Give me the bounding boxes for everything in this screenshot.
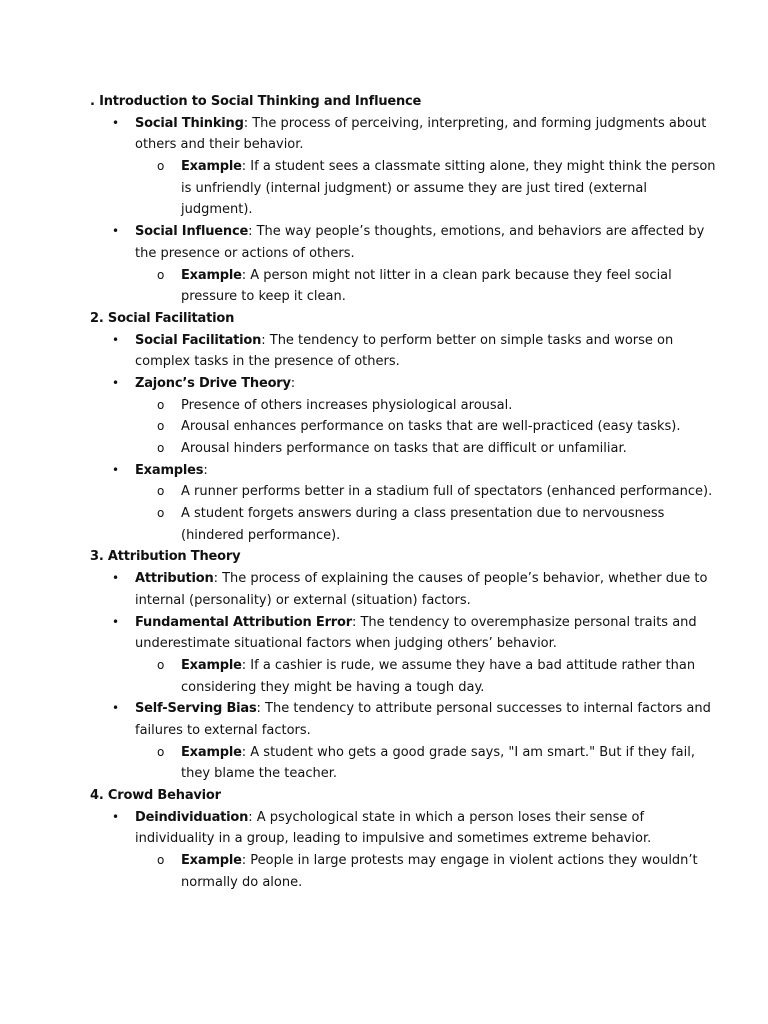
sub-list-item <box>0 395 768 417</box>
item-term: Social Influence <box>135 224 249 240</box>
bullet-icon: • <box>112 115 120 130</box>
item-term: Attribution <box>135 571 214 587</box>
item-term: Social Facilitation <box>135 332 262 348</box>
sub-item-text: Arousal enhances performance on tasks that are well-practiced (easy tasks). <box>181 419 681 435</box>
item-text: : <box>203 462 208 478</box>
item-text: the presence or actions of others. <box>135 245 355 261</box>
list-item <box>0 330 768 352</box>
list-item-continuation <box>0 243 768 265</box>
sub-bullet-icon: o <box>157 744 165 759</box>
sub-item-term: Example <box>181 853 242 869</box>
list-item <box>0 221 768 243</box>
item-text: individuality in a group, leading to impulsive and sometimes extreme behavior. <box>135 831 652 847</box>
sub-list-item-continuation <box>0 872 768 894</box>
item-term: Self-Serving Bias <box>135 701 257 717</box>
bullet-icon: • <box>112 614 120 629</box>
sub-bullet-icon: o <box>157 419 165 434</box>
item-text: : The tendency to attribute personal successes to internal factors and <box>256 701 711 717</box>
sub-item-text: normally do alone. <box>181 874 303 890</box>
item-text: : The tendency to perform better on simple tasks and worse on <box>261 332 674 348</box>
list-item-continuation <box>0 828 768 850</box>
sub-item-text: : If a cashier is rude, we assume they have a bad attitude rather than <box>241 657 696 673</box>
item-term: Zajonc’s Drive Theory <box>135 375 291 391</box>
sub-bullet-icon: o <box>157 853 165 868</box>
document-body <box>0 91 768 893</box>
sub-item-text: is unfriendly (internal judgment) or assume they are just tired (external <box>181 180 647 196</box>
sub-item-term: Example <box>181 267 242 283</box>
bullet-icon: • <box>112 809 120 824</box>
item-term: Social Thinking <box>135 115 244 131</box>
sub-item-term: Example <box>181 657 242 673</box>
list-item <box>0 568 768 590</box>
item-text: : <box>290 375 296 391</box>
list-item-continuation <box>0 134 768 156</box>
item-text: : The tendency to overemphasize personal traits and <box>351 614 697 630</box>
sub-item-text: : A person might not litter in a clean park because they feel social <box>241 267 672 283</box>
sub-item-text: judgment). <box>181 202 253 218</box>
sub-list-item <box>0 850 768 872</box>
sub-list-item <box>0 265 768 287</box>
item-text: others and their behavior. <box>135 137 304 153</box>
list-item <box>0 807 768 829</box>
sub-item-text: Arousal hinders performance on tasks that are difficult or unfamiliar. <box>181 441 627 456</box>
bullet-icon: • <box>112 332 120 347</box>
sub-item-text: : A student who gets a good grade says, "I am smart." But if they fail, <box>241 744 695 760</box>
sub-item-text: (hindered performance). <box>181 527 341 543</box>
sub-list-item <box>0 742 768 764</box>
sub-item-text: A student forgets answers during a class presentation due to nervousness <box>181 506 665 522</box>
item-term: Fundamental Attribution Error <box>135 614 352 630</box>
section-heading: 2. Social Facilitation <box>90 310 235 326</box>
sub-list-item <box>0 655 768 677</box>
sub-bullet-icon: o <box>157 267 165 282</box>
item-text: : The process of explaining the causes of people’s behavior, whether due to <box>213 571 708 587</box>
bullet-icon: • <box>112 462 120 477</box>
sub-item-text: considering they might be having a tough day. <box>181 679 485 695</box>
item-text: complex tasks in the presence of others. <box>135 354 400 370</box>
sub-item-term: Example <box>181 159 242 175</box>
sub-list-item-continuation <box>0 677 768 699</box>
item-term: Deindividuation <box>135 809 249 825</box>
sub-item-text: : People in large protests may engage in violent actions they wouldn’t <box>241 853 698 869</box>
sub-item-term: Example <box>181 744 242 760</box>
list-item <box>0 113 768 135</box>
list-item <box>0 698 768 720</box>
item-text: : The way people’s thoughts, emotions, and behaviors are affected by <box>248 224 705 240</box>
sub-list-item <box>0 503 768 525</box>
sub-list-item <box>0 438 768 460</box>
item-term: Examples <box>135 462 204 478</box>
bullet-icon: • <box>112 571 120 586</box>
sub-bullet-icon: o <box>157 506 165 521</box>
list-item <box>0 373 768 395</box>
list-item-continuation <box>0 590 768 612</box>
list-item-continuation <box>0 633 768 655</box>
sub-list-item-continuation <box>0 286 768 308</box>
list-item <box>0 612 768 634</box>
sub-list-item <box>0 156 768 178</box>
sub-list-item <box>0 481 768 503</box>
section-heading: 3. Attribution Theory <box>90 549 241 565</box>
sub-bullet-icon: o <box>157 441 165 455</box>
bullet-icon: • <box>112 224 120 239</box>
item-text: internal (personality) or external (situation) factors. <box>135 592 471 608</box>
sub-list-item <box>0 416 768 438</box>
sub-item-text: : If a student sees a classmate sitting alone, they might think the person <box>241 159 716 175</box>
sub-list-item-continuation <box>0 199 768 221</box>
list-item-continuation <box>0 720 768 742</box>
sub-item-text: pressure to keep it clean. <box>181 289 346 305</box>
item-text: : The process of perceiving, interpreting, and forming judgments about <box>243 115 707 131</box>
item-text: underestimate situational factors when judging others’ behavior. <box>135 636 557 652</box>
sub-item-text: they blame the teacher. <box>181 766 337 782</box>
sub-bullet-icon: o <box>157 159 165 174</box>
bullet-icon: • <box>112 701 120 716</box>
sub-list-item-continuation <box>0 763 768 785</box>
section-heading: . Introduction to Social Thinking and Influence <box>90 94 422 109</box>
sub-list-item-continuation <box>0 178 768 200</box>
bullet-icon: • <box>112 375 120 390</box>
section-heading: 4. Crowd Behavior <box>90 788 221 803</box>
sub-list-item-continuation <box>0 525 768 547</box>
item-text: : A psychological state in which a person loses their sense of <box>248 809 645 825</box>
list-item <box>0 460 768 482</box>
sub-bullet-icon: o <box>157 397 165 412</box>
list-item-continuation <box>0 351 768 373</box>
sub-item-text: Presence of others increases physiological arousal. <box>181 397 513 413</box>
sub-bullet-icon: o <box>157 484 165 499</box>
sub-item-text: A runner performs better in a stadium full of spectators (enhanced performance). <box>181 484 713 500</box>
item-text: failures to external factors. <box>135 722 311 738</box>
sub-bullet-icon: o <box>157 657 165 672</box>
